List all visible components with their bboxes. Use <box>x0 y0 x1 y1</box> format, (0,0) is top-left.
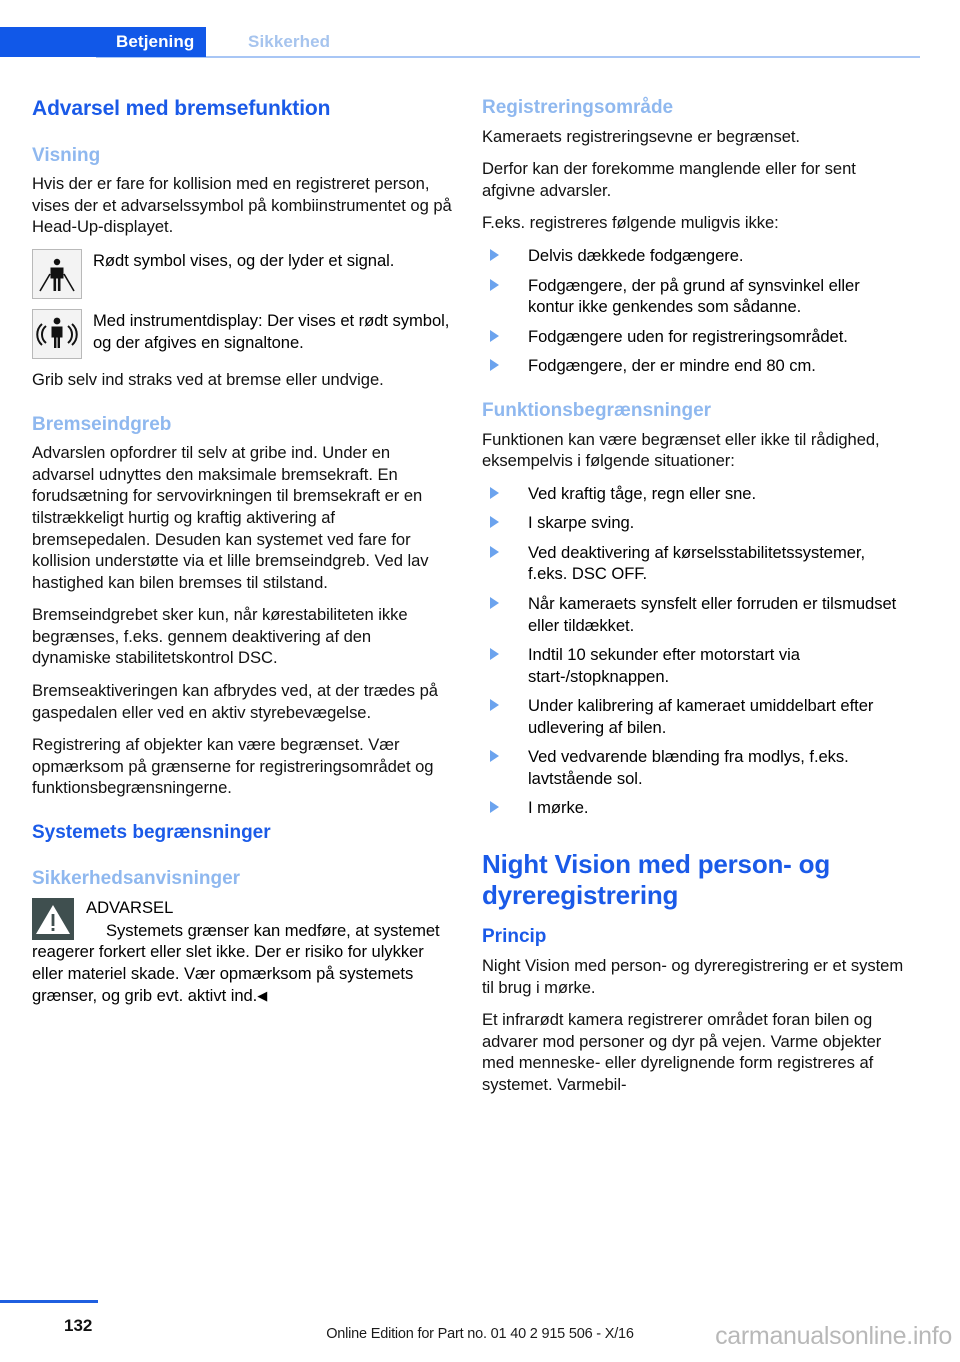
list-item <box>482 593 904 636</box>
subheading-registreringsomraade: Registreringsområde <box>482 97 674 118</box>
paragraph-princip-2: Et infrarødt kamera registrerer området foran bilen og advarer mod personer og dyr på vejen. Varme objekter med menneske- eller dyrelignende form registreres af systemet. Varmebil- <box>482 1010 882 1094</box>
heading-systemets-begraensninger: Systemets begrænsninger <box>32 821 271 843</box>
subheading-visning: Visning <box>32 144 101 166</box>
list-item <box>482 542 904 585</box>
edition-notice: Online Edition for Part no. 01 40 2 915 506 - X/16 <box>326 1326 634 1342</box>
paragraph-bremseindgreb-4: Registrering af objekter kan være begrænset. Vær opmærksom på grænserne for registreringsområdet og funktionsbegrænsningerne. <box>32 735 434 798</box>
triangle-bullet-icon <box>490 750 499 762</box>
list-item <box>482 695 904 738</box>
right-column <box>482 96 904 1107</box>
triangle-bullet-icon <box>490 648 499 660</box>
site-watermark: carmanualsonline.info <box>715 1322 952 1350</box>
list-item <box>482 797 904 819</box>
triangle-bullet-icon <box>490 330 499 342</box>
list-item-text: Under kalibrering af kameraet umiddelbart efter udlevering af bilen. <box>528 696 874 737</box>
breadcrumb-tab-betjening[interactable]: Betjening <box>0 27 206 57</box>
list-item-text: Fodgængere uden for registreringsområdet. <box>528 326 848 346</box>
icon-item-pedestrian-warning <box>32 249 454 299</box>
triangle-bullet-icon <box>490 597 499 609</box>
breadcrumb-tab-sikkerhed[interactable]: Sikkerhed <box>248 32 331 51</box>
triangle-bullet-icon <box>490 516 499 528</box>
warning-text-body: Systemets grænser kan medføre, at systemet reagerer forkert eller slet ikke. Der er risiko for ulykker eller materiel skade. Vær opmærksom på systemets grænser, og grib evt. aktivt ind. <box>32 920 440 1005</box>
warning-block <box>32 896 454 1006</box>
warning-text <box>32 920 454 1006</box>
subheading-bremseindgreb: Bremseindgreb <box>32 413 172 435</box>
section-title-night-vision: Night Vision med person- og dyreregistrering <box>482 849 831 911</box>
pedestrian-sound-icon <box>32 309 82 359</box>
paragraph-funktions-1: Funktionen kan være begrænset eller ikke til rådighed, eksempelvis i følgende situationer: <box>482 429 880 471</box>
list-item-text: Fodgængere, der på grund af synsvinkel eller kontur ikke genkendes som sådanne. <box>528 275 860 317</box>
list-item <box>482 275 904 318</box>
triangle-bullet-icon <box>490 699 499 711</box>
pedestrian-warning-icon <box>32 249 82 299</box>
list-item <box>482 483 904 505</box>
page-footer <box>0 1300 960 1362</box>
header-divider <box>96 56 920 58</box>
page-header <box>0 0 960 68</box>
list-item-text: Delvis dækkede fodgængere. <box>528 246 744 265</box>
warning-triangle-icon <box>32 898 74 940</box>
triangle-bullet-icon <box>490 801 499 813</box>
icon-item-text: Rødt symbol vises, og der lyder et signal. <box>93 251 395 271</box>
list-item-text: Indtil 10 sekunder efter motorstart via start-/stopknappen. <box>528 645 800 686</box>
list-item-text: I skarpe sving. <box>528 513 635 533</box>
paragraph-bremseindgreb-3: Bremseaktiveringen kan afbrydes ved, at der trædes på gaspedalen eller ved en aktiv styrebevægelse. <box>32 680 438 722</box>
list-item-text: Ved kraftig tåge, regn eller sne. <box>528 483 757 503</box>
triangle-bullet-icon <box>490 279 499 291</box>
page-number: 132 <box>64 1316 93 1335</box>
subheading-funktionsbegraensninger: Funktionsbegrænsninger <box>482 399 712 421</box>
subheading-princip: Princip <box>482 926 547 948</box>
subheading-sikkerhedsanvisninger: Sikkerhedsanvisninger <box>32 867 241 889</box>
list-item <box>482 644 904 687</box>
triangle-bullet-icon <box>490 359 499 371</box>
list-item-text: Når kameraets synsfelt eller forruden er tilsmudset eller tildækket. <box>528 593 897 635</box>
list-item-text: Fodgængere, der er mindre end 80 cm. <box>528 356 816 376</box>
paragraph-visning-1: Hvis der er fare for kollision med en registreret person, vises der et advarselssymbol på kombiinstrumentet og på Head-Up-displayet. <box>32 174 452 237</box>
triangle-bullet-icon <box>490 487 499 499</box>
triangle-bullet-icon <box>490 546 499 558</box>
list-funktions-bullets <box>482 483 904 819</box>
list-item-text: Ved vedvarende blænding fra modlys, f.eks. lavtstående sol. <box>528 747 849 788</box>
paragraph-registrering-1: Kameraets registreringsevne er begrænset. <box>482 126 800 146</box>
icon-item-text: Med instrumentdisplay: Der vises et rødt symbol, og der afgives en signaltone. <box>93 311 450 352</box>
paragraph-bremseindgreb-1: Advarslen opfordrer til selv at gribe ind. Under en advarsel udnyttes den maksimale bremsekraft. En forudsætning for servovirkningen til bremsekraft er en tilstrækkeligt hurtig og kraftig aktivering af bremsepedalen. Desuden kan systemet ved fare for kollision understøtte via et lille bremseindgreb. Ved lav hastighed kan bilen bremses til stilstand. <box>32 443 429 592</box>
paragraph-registrering-3: F.eks. registreres følgende muligvis ikke: <box>482 213 779 233</box>
list-item <box>482 746 904 789</box>
paragraph-registrering-2: Derfor kan der forekomme manglende eller for sent afgivne advarsler. <box>482 159 856 200</box>
list-item <box>482 512 904 534</box>
list-item <box>482 355 904 377</box>
list-item <box>482 326 904 348</box>
paragraph-bremseindgreb-2: Bremseindgrebet sker kun, når kørestabiliteten ikke begrænses, f.eks. gennem deaktivering af den dynamiske stabilitetskontrol DSC. <box>32 605 408 668</box>
paragraph-princip-1: Night Vision med person- og dyreregistrering er et system til brug i mørke. <box>482 956 904 997</box>
list-item-text: I mørke. <box>528 798 589 818</box>
left-column <box>32 96 454 1006</box>
list-item <box>482 245 904 267</box>
warning-end-marker: ◀ <box>257 987 268 1003</box>
footer-divider <box>0 1300 98 1303</box>
paragraph-after-icons: Grib selv ind straks ved at bremse eller undvige. <box>32 370 384 390</box>
page-content <box>0 96 960 1276</box>
list-registrering-bullets <box>482 245 904 377</box>
warning-label: ADVARSEL <box>86 898 174 918</box>
section-title-advarsel: Advarsel med bremsefunktion <box>32 97 331 120</box>
list-item-text: Ved deaktivering af kørselsstabilitetssystemer, f.eks. DSC OFF. <box>528 542 866 584</box>
triangle-bullet-icon <box>490 249 499 261</box>
icon-item-pedestrian-sound <box>32 309 454 359</box>
